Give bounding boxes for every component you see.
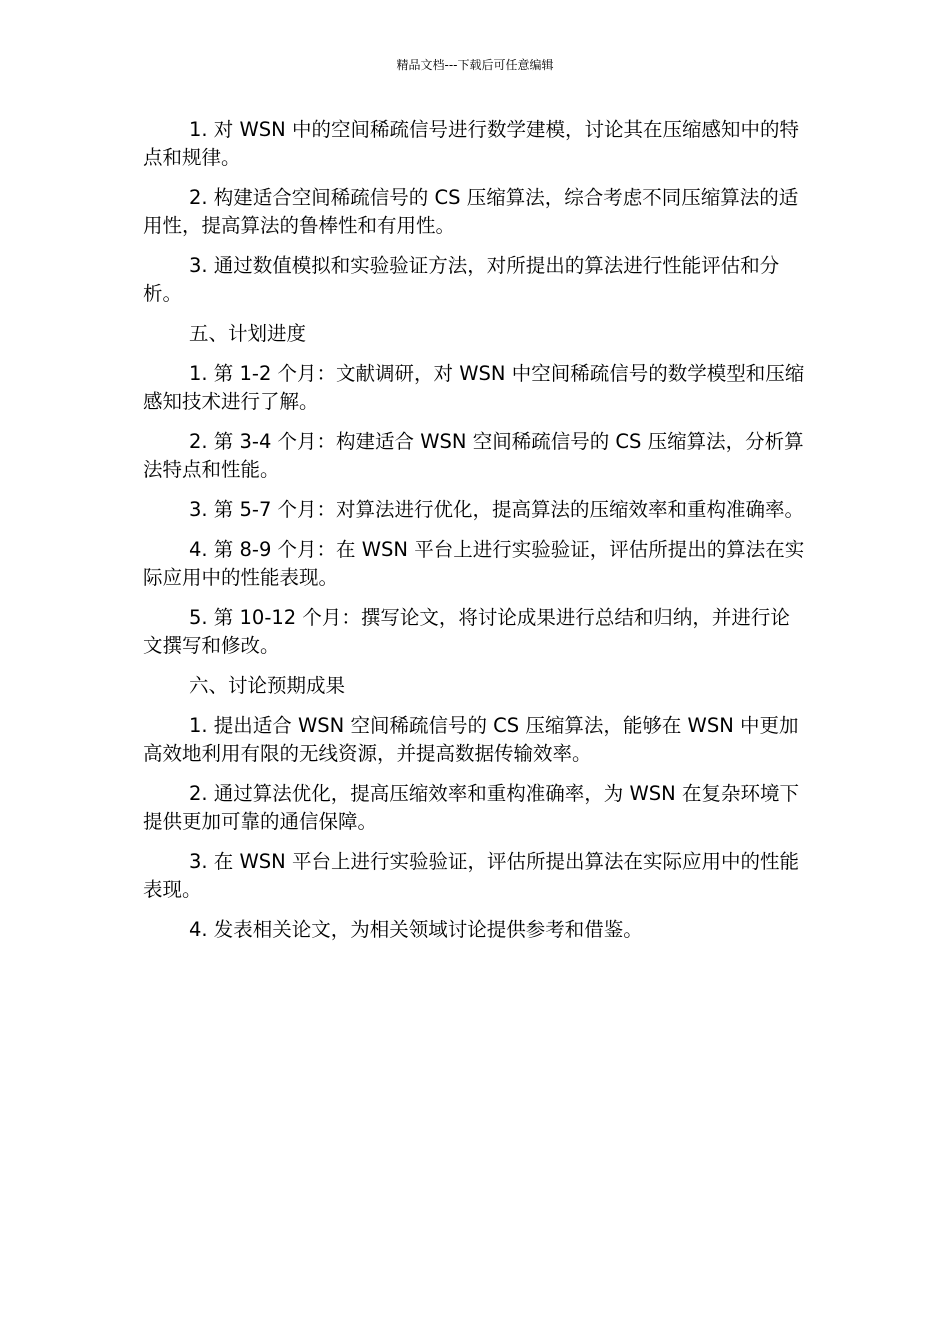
section-heading-schedule: 五、计划进度 bbox=[189, 322, 307, 345]
paragraph-schedule-2: 2. 第 3-4 个月：构建适合 WSN 空间稀疏信号的 CS 压缩算法，分析算法特点和性能。 bbox=[143, 430, 804, 481]
paragraph-objective-1: 1. 对 WSN 中的空间稀疏信号进行数学建模，讨论其在压缩感知中的特点和规律。 bbox=[143, 118, 799, 169]
paragraph-schedule-5: 5. 第 10-12 个月：撰写论文，将讨论成果进行总结和归纳，并进行论文撰写和修改。 bbox=[143, 606, 790, 657]
paragraph-schedule-1: 1. 第 1-2 个月：文献调研，对 WSN 中空间稀疏信号的数学模型和压缩感知技术进行了解。 bbox=[143, 362, 805, 413]
page-header: 精品文档---下载后可任意编辑 bbox=[396, 58, 554, 72]
paragraph-objective-2: 2. 构建适合空间稀疏信号的 CS 压缩算法，综合考虑不同压缩算法的适用性，提高算法的鲁棒性和有用性。 bbox=[143, 186, 799, 237]
paragraph-schedule-4: 4. 第 8-9 个月：在 WSN 平台上进行实验验证，评估所提出的算法在实际应用中的性能表现。 bbox=[143, 538, 805, 589]
paragraph-result-3: 3. 在 WSN 平台上进行实验验证，评估所提出算法在实际应用中的性能表现。 bbox=[143, 850, 799, 901]
paragraph-result-1: 1. 提出适合 WSN 空间稀疏信号的 CS 压缩算法，能够在 WSN 中更加高效地利用有限的无线资源，并提高数据传输效率。 bbox=[143, 714, 799, 765]
document-body bbox=[143, 116, 806, 956]
paragraph-objective-3: 3. 通过数值模拟和实验验证方法，对所提出的算法进行性能评估和分析。 bbox=[143, 254, 780, 305]
section-heading-expected-results: 六、讨论预期成果 bbox=[189, 674, 346, 697]
paragraph-result-2: 2. 通过算法优化，提高压缩效率和重构准确率，为 WSN 在复杂环境下提供更加可靠的通信保障。 bbox=[143, 782, 799, 833]
paragraph-schedule-3: 3. 第 5-7 个月：对算法进行优化，提高算法的压缩效率和重构准确率。 bbox=[189, 498, 805, 521]
paragraph-result-4: 4. 发表相关论文，为相关领域讨论提供参考和借鉴。 bbox=[189, 918, 643, 941]
